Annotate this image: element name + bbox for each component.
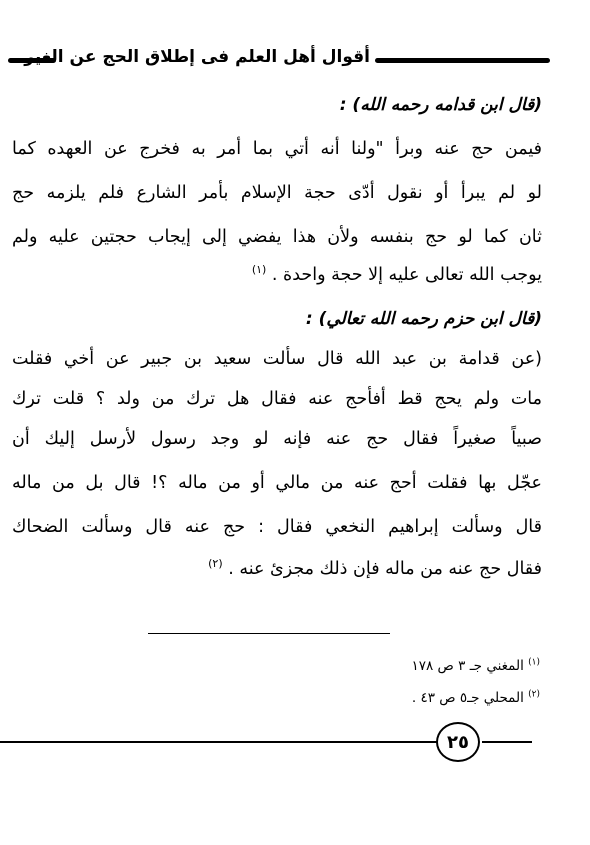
paragraph-line: لو لم يبرأ أو نقول أدّى حجة الإسلام بأمر الشارع فلم يلزمه حج	[12, 183, 542, 203]
footnote-marker: (٢)	[208, 557, 223, 571]
paragraph-text: يوجب الله تعالى عليه إلا حجة واحدة .	[271, 265, 542, 285]
paragraph-line-last	[12, 260, 542, 290]
section-heading-ibn-hazm: (قال ابن حزم رحمه الله تعالي) :	[305, 309, 542, 329]
footnote-text: المغني جـ ٣ ص ١٧٨	[411, 658, 524, 674]
running-header-title: أقوال أهل العلم فى إطلاق الحج عن الغير	[24, 47, 370, 67]
footnote-2	[250, 688, 540, 708]
paragraph-line: قال وسألت إبراهيم النخعي فقال : حج عنه قال وسألت الضحاك	[12, 517, 542, 537]
footnote-separator	[148, 633, 390, 634]
footnote-number: (١)	[528, 657, 540, 668]
header-rule-right	[375, 58, 550, 63]
paragraph-text: فقال حج عنه من ماله فإن ذلك مجزئ عنه .	[228, 559, 542, 579]
footnote-number: (٢)	[528, 689, 540, 700]
paragraph-line: صبياً صغيراً فقال حج عنه فإنه لو وجد رسول لأرسل إليك أن	[12, 429, 542, 449]
paragraph-line: عجّل بها فقلت أحج عنه من مالي أو من ماله ؟! قال بل من ماله	[12, 473, 542, 493]
footer-rule-left	[0, 741, 437, 743]
footnote-1	[250, 656, 540, 676]
footer-rule-right	[482, 741, 532, 743]
paragraph-line-last	[12, 554, 542, 584]
paragraph-line: ثان كما لو حج بنفسه ولأن هذا يفضي إلى إيجاب حجتين عليه ولم	[12, 227, 542, 247]
page-number: ٢٥	[447, 731, 469, 753]
page-number-badge	[436, 722, 480, 762]
section-heading-ibn-qudama: (قال ابن قدامه رحمه الله) :	[339, 95, 542, 115]
footnote-text: المحلي جـ٥ ص ٤٣ .	[411, 690, 524, 706]
paragraph-line: مات ولم يحج قط أفأحج عنه فقال هل ترك من ولد ؟ قلت ترك	[12, 389, 542, 409]
footnote-marker: (١)	[251, 263, 267, 277]
paragraph-line: فيمن حج عنه وبرأ "ولنا أنه أتي بما أمر به فخرج عن العهده كما	[12, 139, 542, 159]
paragraph-line: (عن قدامة بن عبد الله قال سألت سعيد بن جبير عن أخي فقلت	[12, 349, 542, 369]
